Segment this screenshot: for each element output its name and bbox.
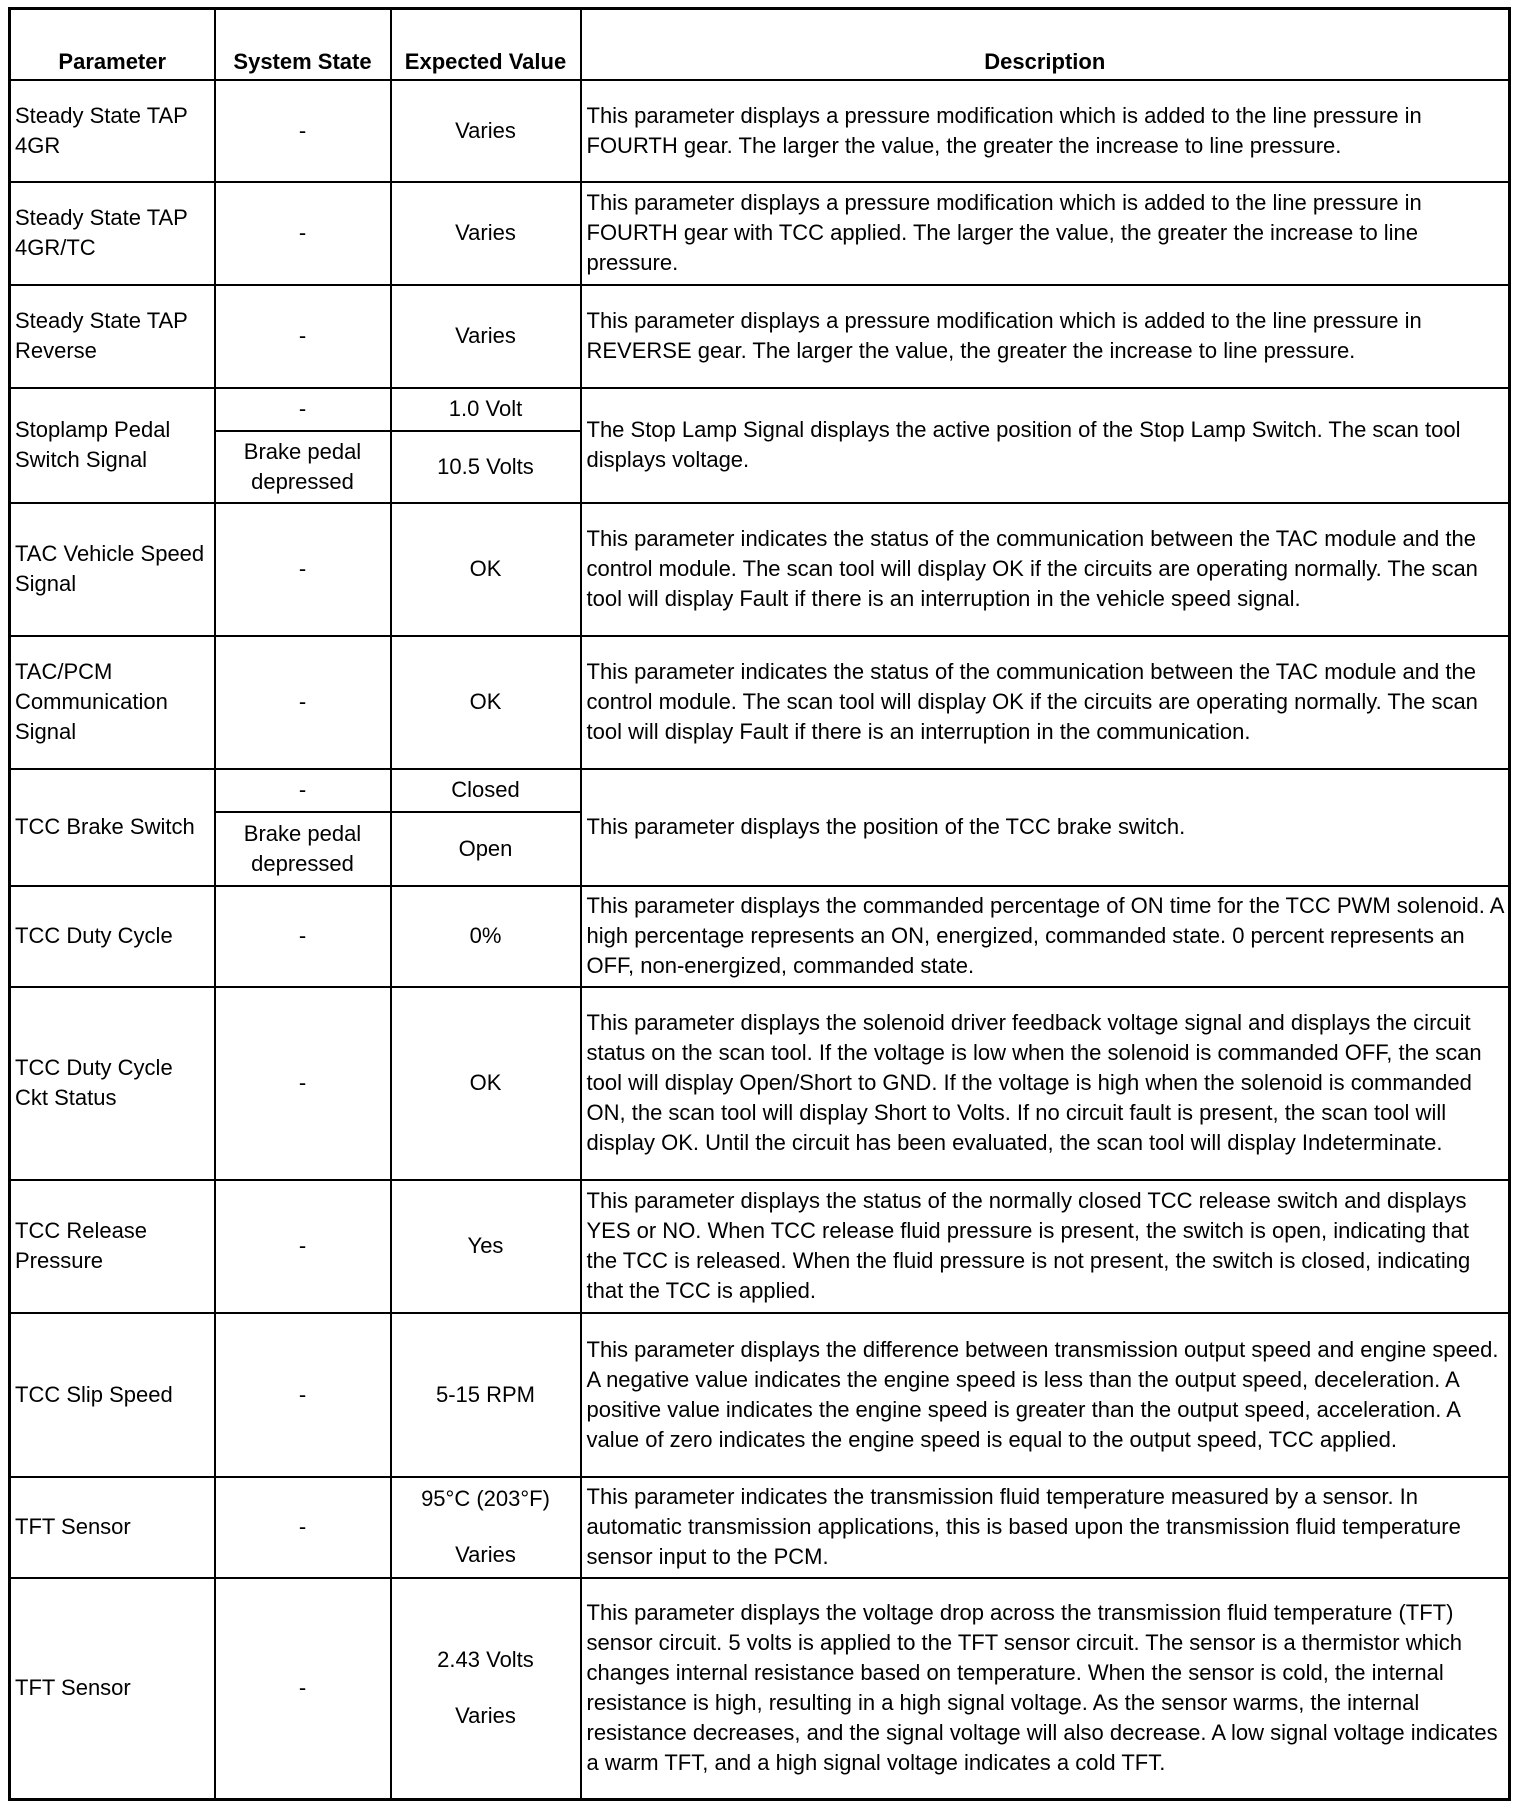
system-state-cell: - [215,769,391,812]
expected-value-cell: Open [391,812,581,886]
table-row [10,1578,1510,1800]
expected-value-alt: Varies [455,1542,516,1567]
parameter-cell: TCC Slip Speed [10,1313,215,1477]
system-state-cell: - [215,285,391,388]
expected-value-cell: Closed [391,769,581,812]
expected-value-cell: Yes [391,1180,581,1313]
expected-value: 2.43 Volts [437,1647,534,1673]
parameter-cell: Stoplamp Pedal Switch Signal [10,388,215,503]
expected-value-cell: 0% [391,886,581,987]
table-row [10,182,1510,285]
parameter-cell: TCC Duty Cycle Ckt Status [10,987,215,1180]
description-cell: This parameter displays a pressure modification which is added to the line pressure in REVERSE gear. The larger the value, the greater the increase to line pressure. [581,285,1510,388]
description-cell: This parameter displays the commanded percentage of ON time for the TCC PWM solenoid. A high percentage represents an ON, energized, commanded state. 0 percent represents an OFF, non-energized, commanded state. [581,886,1510,987]
system-state-cell: - [215,182,391,285]
system-state-cell: - [215,1477,391,1578]
table-row [10,1477,1510,1578]
parameter-cell: Steady State TAP Reverse [10,285,215,388]
expected-value-cell [391,1477,581,1578]
parameter-cell: Steady State TAP 4GR [10,80,215,182]
system-state-cell: - [215,886,391,987]
description-cell: This parameter indicates the status of the communication between the TAC module and the control module. The scan tool will display OK if the circuits are operating normally. The scan tool will display Fault if there is an interruption in the vehicle speed signal. [581,503,1510,636]
table-row [10,987,1510,1180]
header-parameter: Parameter [10,9,215,80]
expected-value-cell [391,1578,581,1800]
expected-value-cell: Varies [391,182,581,285]
description-cell: This parameter displays the solenoid driver feedback voltage signal and displays the circuit status on the scan tool. If the voltage is low when the solenoid is commanded OFF, the scan tool will display Open/Short to GND. If the voltage is high when the solenoid is commanded ON, the scan tool will display Short to Volts. If no circuit fault is present, the scan tool will display OK. Until the circuit has been evaluated, the scan tool will display Indeterminate. [581,987,1510,1180]
system-state-cell: - [215,388,391,431]
description-cell: This parameter displays a pressure modification which is added to the line pressure in FOURTH gear with TCC applied. The larger the value, the greater the increase to line pressure. [581,182,1510,285]
description-cell: This parameter displays the status of the normally closed TCC release switch and displays YES or NO. When TCC release fluid pressure is present, the switch is open, indicating that the TCC is released. When the fluid pressure is not present, the switch is closed, indicating that the TCC is applied. [581,1180,1510,1313]
parameter-cell: TAC/PCM Communication Signal [10,636,215,769]
table-row [10,1180,1510,1313]
system-state-cell: - [215,1313,391,1477]
parameter-table [8,7,1511,1801]
description-cell: This parameter displays the voltage drop across the transmission fluid temperature (TFT) sensor circuit. 5 volts is applied to the TFT sensor circuit. The sensor is a thermistor which changes internal resistance based on temperature. When the sensor is cold, the internal resistance is high, resulting in a high signal voltage. As the sensor warms, the internal resistance decreases, and the signal voltage will also decrease. A low signal voltage indicates a warm TFT, and a high signal voltage indicates a cold TFT. [581,1578,1510,1800]
table-row [10,388,1510,431]
description-cell: This parameter indicates the status of the communication between the TAC module and the control module. The scan tool will display OK if the circuits are operating normally. The scan tool will display Fault if there is an interruption in the communication. [581,636,1510,769]
description-cell: This parameter indicates the transmission fluid temperature measured by a sensor. In automatic transmission applications, this is based upon the transmission fluid temperature sensor input to the PCM. [581,1477,1510,1578]
table-row [10,769,1510,812]
table-row [10,503,1510,636]
system-state-cell: - [215,636,391,769]
header-system-state: System State [215,9,391,80]
expected-value-cell: OK [391,636,581,769]
table-row [10,80,1510,182]
expected-value-alt: Varies [455,1703,516,1729]
parameter-cell: TFT Sensor [10,1477,215,1578]
description-cell: This parameter displays the position of the TCC brake switch. [581,769,1510,886]
expected-value-cell: Varies [391,80,581,182]
parameter-cell: TAC Vehicle Speed Signal [10,503,215,636]
expected-value-cell: Varies [391,285,581,388]
parameter-cell: TCC Duty Cycle [10,886,215,987]
system-state-cell: - [215,1578,391,1800]
header-description: Description [581,9,1510,80]
description-cell: This parameter displays the difference between transmission output speed and engine speed. A negative value indicates the engine speed is less than the output speed, deceleration. A positive value indicates the engine speed is greater than the output speed, acceleration. A value of zero indicates the engine speed is equal to the output speed, TCC applied. [581,1313,1510,1477]
parameter-cell: TFT Sensor [10,1578,215,1800]
system-state-cell: Brake pedal depressed [215,431,391,503]
expected-value: 95°C (203°F) [421,1486,550,1511]
description-cell: The Stop Lamp Signal displays the active position of the Stop Lamp Switch. The scan tool displays voltage. [581,388,1510,503]
table-row [10,285,1510,388]
system-state-cell: - [215,503,391,636]
system-state-cell: - [215,80,391,182]
table-row [10,1313,1510,1477]
expected-value-cell: 10.5 Volts [391,431,581,503]
system-state-cell: Brake pedal depressed [215,812,391,886]
expected-value-cell: 1.0 Volt [391,388,581,431]
expected-value-cell: OK [391,987,581,1180]
parameter-cell: TCC Release Pressure [10,1180,215,1313]
table-row [10,636,1510,769]
system-state-cell: - [215,987,391,1180]
expected-value-cell: 5-15 RPM [391,1313,581,1477]
header-expected-value: Expected Value [391,9,581,80]
parameter-cell: TCC Brake Switch [10,769,215,886]
description-cell: This parameter displays a pressure modification which is added to the line pressure in FOURTH gear. The larger the value, the greater the increase to line pressure. [581,80,1510,182]
header-row [10,9,1510,80]
parameter-cell: Steady State TAP 4GR/TC [10,182,215,285]
system-state-cell: - [215,1180,391,1313]
expected-value-cell: OK [391,503,581,636]
table-row [10,886,1510,987]
